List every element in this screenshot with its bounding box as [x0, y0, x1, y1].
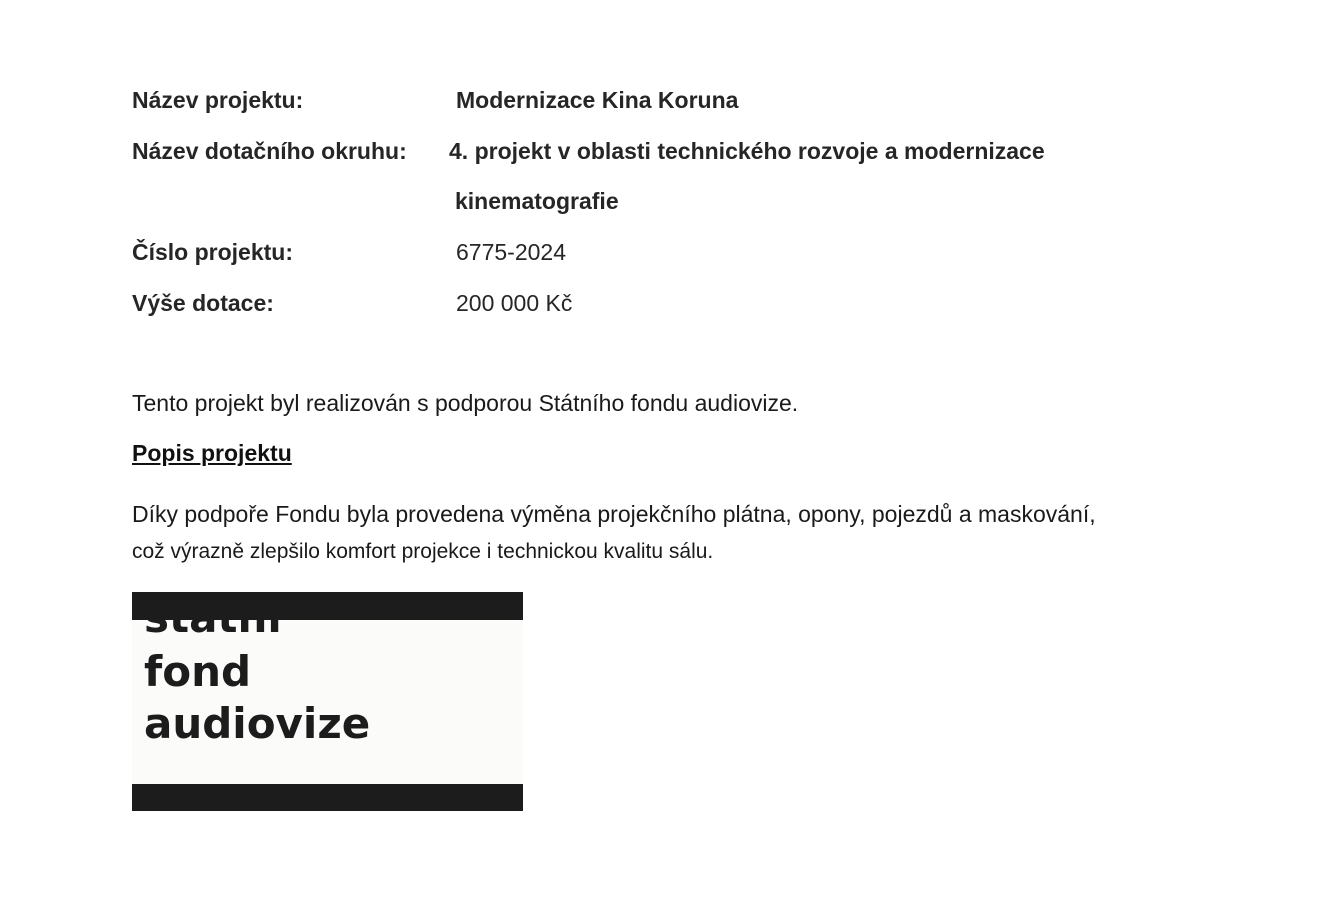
description-text — [132, 496, 1212, 570]
sfa-logo — [132, 592, 523, 811]
logo-text-line-2: fond — [144, 647, 252, 696]
grant-amount-value: 200 000 Kč — [456, 290, 573, 316]
project-name-label: Název projektu: — [132, 87, 304, 113]
logo-bar-bottom — [132, 784, 523, 811]
circuit-label: Název dotačního okruhu: — [132, 138, 407, 164]
project-number-label: Číslo projektu: — [132, 239, 294, 265]
description-heading: Popis projektu — [132, 440, 292, 466]
project-name-value: Modernizace Kina Koruna — [456, 87, 739, 113]
support-note: Tento projekt byl realizován s podporou Státního fondu audiovize. — [132, 390, 799, 416]
circuit-value-line1: 4. projekt v oblasti technického rozvoje a modernizace — [449, 138, 1045, 164]
project-number-value: 6775-2024 — [456, 239, 566, 265]
grant-amount-label: Výše dotace: — [132, 290, 274, 316]
logo-bar-top — [132, 592, 523, 620]
logo-text-line-3: audiovize — [144, 699, 371, 748]
circuit-value-line2: kinematografie — [455, 188, 619, 214]
description-line-2: což výrazně zlepšilo komfort projekce i technickou kvalitu sálu. — [132, 540, 714, 563]
description-line-1: Díky podpoře Fondu byla provedena výměna projekčního plátna, opony, pojezdů a maskování, — [132, 501, 1096, 527]
